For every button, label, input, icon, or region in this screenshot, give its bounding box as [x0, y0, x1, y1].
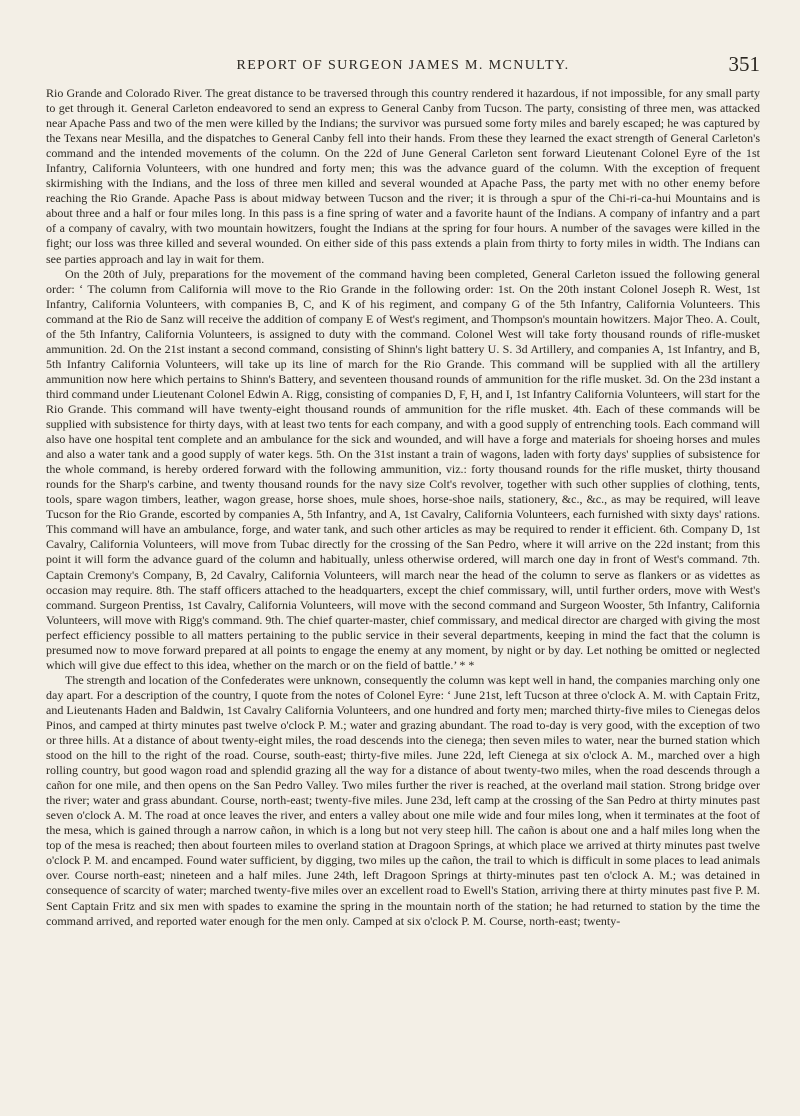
running-head: REPORT OF SURGEON JAMES M. MCNULTY. — [236, 58, 570, 73]
page-header — [46, 52, 760, 78]
body-text — [46, 86, 760, 929]
paragraph: Rio Grande and Colorado River. The great distance to be traversed through this country rendered it hazardous, if not impossible, for any small party to get through it. General Carleton endeavored to send an express to General Canby from Tucson. The party, consisting of three men, was attacked near Apache Pass and two of the men were killed by the Indians; the survivor was pursued some forty miles and barely escaped; he was captured by the Texans near Mesilla, and the dispatches to General Canby fell into their hands. From these they learned the exact strength of General Carleton's command and the intended movements of the column. On the 22d of June General Carleton sent forward Lieutenant Colonel Eyre of the 1st Infantry, California Volunteers, with one hundred and forty men; this was the advance guard of the column. With the exception of frequent skirmishing with the Indians, and the loss of three men killed and several wounded at Apache Pass, the party met with no other enemy before reaching the Rio Grande. Apache Pass is about midway between Tucson and the river; it is through a spur of the Chi-ri-ca-hui Mountains and is about three and a half or four miles long. In this pass is a fine spring of water and a favorite haunt of the Indians. A company of infantry and a part of a company of cavalry, with two mountain howitzers, fought the Indians at the spring for four hours. A number of the savages were killed in the fight; our loss was three killed and several wounded. On either side of this pass extends a plain from thirty to forty miles in width. The Indians can see parties approach and lay in wait for them. — [46, 86, 760, 266]
paragraph: On the 20th of July, preparations for the movement of the command having been completed, General Carleton issued the following general order: ‘ The column from California will move to the Rio Grande in the following order: 1st. On the 20th instant Colonel Joseph R. West, 1st Infantry, California Volunteers, with companies B, C, and K of his regiment, and company G of the 5th Infantry, California Volunteers. This command at the Rio de Sanz will receive the addition of company E of West's regiment, and Thompson's mountain howitzers. Major Theo. A. Coult, of the 5th Infantry, California Volunteers, is assigned to duty with the command. Colonel West will take forty thousand rounds of rifle-musket ammunition. 2d. On the 21st instant a second command, consisting of Shinn's light battery U. S. 3d Artillery, and companies A, 1st Infantry, and B, 5th Infantry California Volunteers, will take up its line of march for the Rio Grande. This command will be supplied with all the artillery ammunition now here which pertains to Shinn's Battery, and seventeen thousand rounds of ammunition for the rifle musket. 3d. On the 23d instant a third command under Lieutenant Colonel Edwin A. Rigg, consisting of companies D, F, H, and I, 1st Infantry California Volunteers, will start for the Rio Grande. This command will have twenty-eight thousand rounds of ammunition for the rifle musket. 4th. Each of these commands will be supplied with subsistence for thirty days, with at least two tents for each company, and with a good supply of entrenching tools. Each command will also have one hospital tent complete and an ambulance for the sick and wounded, and will have a forge and materials for shoeing horses and mules and also a water tank and a good supply of water kegs. 5th. On the 31st instant a train of wagons, laden with forty days' supplies of subsistence for the whole command, is hereby ordered forward with the following ammunition, viz.: forty thousand rounds for the rifle musket, thirty thousand rounds for the Sharp's carbine, and twenty thousand rounds for the navy size Colt's revolver, together with such other supplies of clothing, tents, tools, spare wagon timbers, leather, wagon grease, horse shoes, mule shoes, horse-shoe nails, stationery, &c., &c., as may be required, will leave Tucson for the Rio Grande, escorted by companies A, 5th Infantry, and A, 1st Cavalry, California Volunteers, each furnished with sixty days' rations. This command will have an ambulance, forge, and water tank, and such other articles as may be required to render it efficient. 6th. Company D, 1st Cavalry, California Volunteers, will move from Tubac directly for the crossing of the San Pedro, where it will arrive on the 22d instant; from this point it will form the advance guard of the column and habitually, unless otherwise ordered, will march one day in front of West's command. 7th. Captain Cremony's Company, B, 2d Cavalry, California Volunteers, will march near the head of the column to serve as flankers or as videttes as occasion may require. 8th. The staff officers attached to the headquarters, except the chief commissary, will, until further orders, move with West's command. Surgeon Prentiss, 1st Cavalry, California Volunteers, will move with the second command and Surgeon Wooster, 5th Infantry, California Volunteers, will move with Rigg's command. 9th. The chief quarter-master, chief commissary, and medical director are charged with giving the most perfect efficiency possible to all matters pertaining to the public service in their several departments, keeping in mind the fact that the column is presumed now to move forward prepared at all points to engage the enemy at any moment, by night or by day. Let nothing be omitted or neglected which will give due effect to this idea, whether on the march or on the field of battle.’ * * — [46, 266, 760, 672]
paragraph: The strength and location of the Confederates were unknown, consequently the column was kept well in hand, the companies marching only one day apart. For a description of the country, I quote from the notes of Colonel Eyre: ‘ June 21st, left Tucson at three o'clock A. M. with Captain Fritz, and Lieutenants Haden and Baldwin, 1st Cavalry California Volunteers, and one hundred and forty men; marched thirty-five miles to Cienegas delos Pinos, and camped at thirty minutes past twelve o'clock P. M.; water and grazing abundant. The road to-day is very good, with the exception of two or three hills. At a distance of about twenty-eight miles, the road descends into the cienega; then seven miles to water, near the burned station which stood on the hill to the right of the road. Course, south-east; thirty-five miles. June 22d, left Cienega at six o'clock A. M., marched over a high rolling country, but good wagon road and splendid grazing all the way for a distance of about twenty-two miles, when the road descends through a cañon for one mile, and then opens on the San Pedro Valley. Two miles further the river is reached, at the overland mail station. Strong bridge over the river; water and grass abundant. Course, north-east; twenty-five miles. June 23d, left camp at the crossing of the San Pedro at thirty minutes past seven o'clock A. M. The road at once leaves the river, and enters a valley about one mile wide and four miles long, when it terminates at the foot of the mesa, which is gained through a narrow cañon, in which is a long but not very steep hill. The cañon is about one and a half miles long when the top of the mesa is reached; then about fourteen miles to overland station at Dragoon Springs, at which place we arrived at thirty minutes past twelve o'clock P. M. and encamped. Found water sufficient, by digging, two miles up the cañon, the trail to which is difficult in some places to lead animals over. Course north-east; nineteen and a half miles. June 24th, left Dragoon Springs at thirty-minutes past ten o'clock A. M.; was detained in consequence of scarcity of water; marched twenty-five miles over an excellent road to Ewell's Station, arriving there at thirty minutes past five P. M. Sent Captain Fritz and six men with spades to examine the spring in the mountain north of the station; he had returned to station by the time the command arrived, and reported water enough for the men only. Camped at six o'clock P. M. Course, north-east; twenty- — [46, 672, 760, 928]
page-number: 351 — [728, 52, 760, 76]
